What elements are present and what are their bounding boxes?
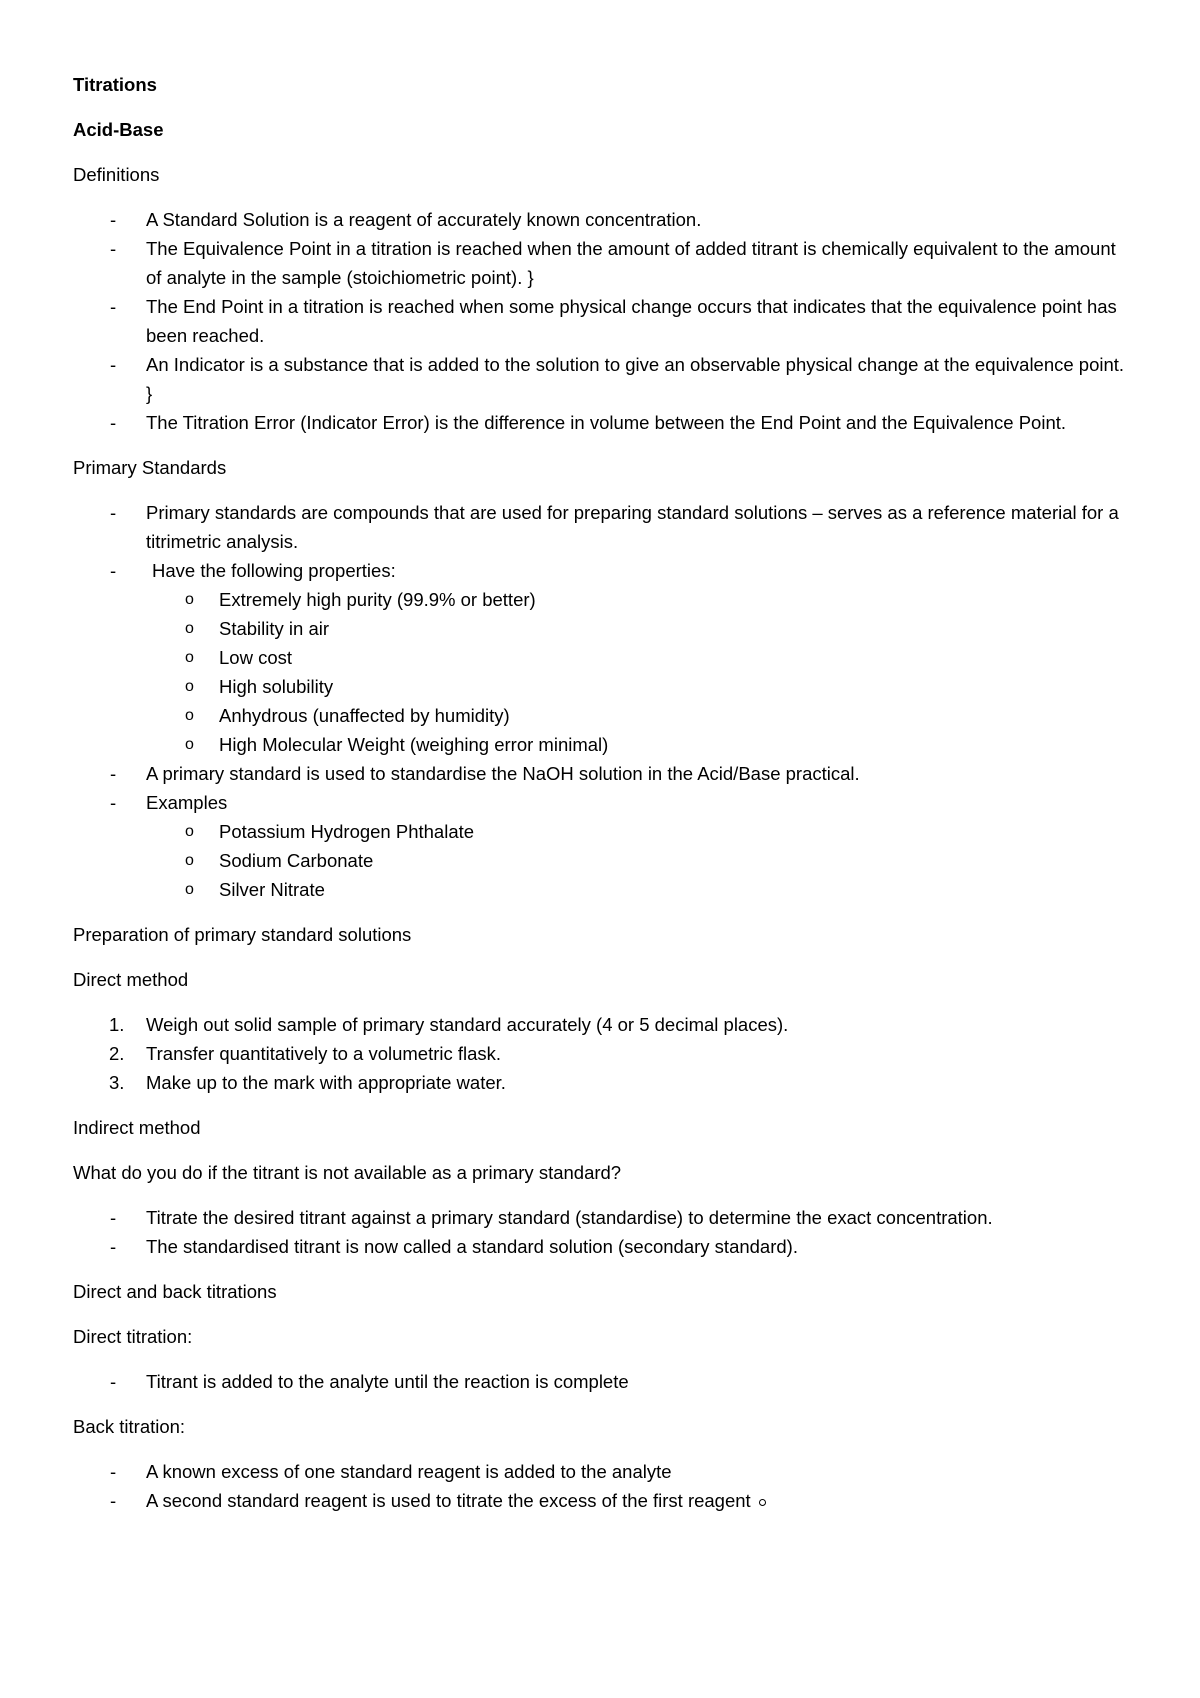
list-item-text: The Equivalence Point in a titration is reached when the amount of added titrant is chemically equivalent to the amount of analyte in the sample (stoichiometric point). }: [146, 238, 1116, 288]
dash-bullet: -: [110, 1490, 117, 1511]
list-item: [73, 1232, 1133, 1261]
dash-bullet: -: [110, 1461, 117, 1482]
list-item-text: An Indicator is a substance that is added to the solution to give an observable physical change at the equivalence point. }: [146, 354, 1125, 404]
dash-bullet: -: [110, 238, 117, 259]
list-item: [73, 292, 1133, 350]
circle-bullet: o: [185, 591, 194, 608]
properties-sublist: [73, 585, 1133, 759]
small-circle-icon: [759, 1499, 766, 1506]
circle-bullet: o: [185, 823, 194, 840]
list-item: [73, 759, 1133, 788]
list-item-text: A known excess of one standard reagent is added to the analyte: [146, 1461, 672, 1482]
sublist-item: [73, 614, 1133, 643]
list-item: [73, 1367, 1133, 1396]
list-item: [73, 234, 1133, 292]
sublist-item-text: Stability in air: [219, 618, 330, 639]
list-item-text: Make up to the mark with appropriate water.: [146, 1072, 506, 1093]
sublist-item-text: High solubility: [219, 676, 334, 697]
dash-bullet: -: [110, 1236, 117, 1257]
sublist-item: [73, 846, 1133, 875]
list-item-text: A Standard Solution is a reagent of accurately known concentration.: [146, 209, 702, 230]
direct-titration-heading: Direct titration:: [73, 1326, 193, 1347]
circle-bullet: o: [185, 707, 194, 724]
step-number: 3.: [109, 1072, 125, 1093]
list-item-text: Primary standards are compounds that are used for preparing standard solutions – serves as a reference material for a titrimetric analysis.: [146, 502, 1119, 552]
dash-bullet: -: [110, 354, 117, 375]
dash-bullet: -: [110, 296, 117, 317]
document-subtitle: Acid-Base: [73, 119, 164, 140]
list-item: [73, 205, 1133, 234]
sublist-item-text: Silver Nitrate: [219, 879, 325, 900]
list-item-text: A second standard reagent is used to titrate the excess of the first reagent: [146, 1490, 751, 1511]
definitions-heading: Definitions: [73, 164, 160, 185]
sublist-item-text: Low cost: [219, 647, 293, 668]
primary-standards-list: [73, 498, 1133, 904]
list-item: [73, 1068, 1133, 1097]
titrations-heading: Direct and back titrations: [73, 1281, 277, 1302]
list-item: [73, 350, 1133, 408]
list-item-text: Transfer quantitatively to a volumetric flask.: [146, 1043, 502, 1064]
list-item: [73, 1039, 1133, 1068]
list-item-text: The Titration Error (Indicator Error) is the difference in volume between the End Point and the Equivalence Point.: [146, 412, 1067, 433]
list-item-text: The End Point in a titration is reached when some physical change occurs that indicates that the equivalence point has been reached.: [146, 296, 1117, 346]
dash-bullet: -: [110, 1371, 117, 1392]
sublist-item-text: Extremely high purity (99.9% or better): [219, 589, 536, 610]
list-item: [73, 788, 1133, 904]
sublist-item: [73, 875, 1133, 904]
sublist-item-text: Potassium Hydrogen Phthalate: [219, 821, 475, 842]
list-item-text: Have the following properties:: [152, 560, 396, 581]
sublist-item: [73, 672, 1133, 701]
primary-standards-heading: Primary Standards: [73, 457, 227, 478]
circle-bullet: o: [185, 678, 194, 695]
direct-method-heading: Direct method: [73, 969, 189, 990]
definitions-list: [73, 205, 1133, 437]
circle-bullet: o: [185, 649, 194, 666]
dash-bullet: -: [110, 502, 117, 523]
dash-bullet: -: [110, 209, 117, 230]
direct-method-steps: [73, 1010, 1133, 1097]
list-item: [73, 1457, 1133, 1486]
list-item: [73, 408, 1133, 437]
list-item: [73, 1486, 1133, 1515]
dash-bullet: -: [110, 792, 117, 813]
sublist-item-text: Anhydrous (unaffected by humidity): [219, 705, 510, 726]
list-item: [73, 1010, 1133, 1039]
back-titration-list: [73, 1457, 1133, 1515]
document-page: [73, 70, 1133, 1531]
step-number: 1.: [109, 1014, 125, 1035]
sublist-item: [73, 585, 1133, 614]
list-item-text: The standardised titrant is now called a standard solution (secondary standard).: [146, 1236, 798, 1257]
preparation-heading: Preparation of primary standard solutions: [73, 924, 412, 945]
list-item: [73, 498, 1133, 556]
back-titration-heading: Back titration:: [73, 1416, 186, 1437]
list-item-text: A primary standard is used to standardise the NaOH solution in the Acid/Base practical.: [146, 763, 860, 784]
list-item-text: Titrate the desired titrant against a primary standard (standardise) to determine the exact concentration.: [146, 1207, 993, 1228]
circle-bullet: o: [185, 881, 194, 898]
dash-bullet: -: [110, 1207, 117, 1228]
sublist-item: [73, 730, 1133, 759]
sublist-item: [73, 817, 1133, 846]
list-item: [73, 556, 1133, 759]
direct-titration-list: [73, 1367, 1133, 1396]
document-title: Titrations: [73, 74, 157, 95]
circle-bullet: o: [185, 620, 194, 637]
list-item-text: Weigh out solid sample of primary standard accurately (4 or 5 decimal places).: [146, 1014, 789, 1035]
dash-bullet: -: [110, 763, 117, 784]
dash-bullet: -: [110, 560, 117, 581]
sublist-item: [73, 643, 1133, 672]
list-item: [73, 1203, 1133, 1232]
list-item-text: Examples: [146, 792, 228, 813]
circle-bullet: o: [185, 852, 194, 869]
list-item-text: Titrant is added to the analyte until the reaction is complete: [146, 1371, 629, 1392]
sublist-item-text: High Molecular Weight (weighing error minimal): [219, 734, 609, 755]
examples-sublist: [73, 817, 1133, 904]
indirect-method-heading: Indirect method: [73, 1117, 201, 1138]
indirect-method-question: What do you do if the titrant is not available as a primary standard?: [73, 1162, 622, 1183]
sublist-item: [73, 701, 1133, 730]
step-number: 2.: [109, 1043, 125, 1064]
indirect-method-list: [73, 1203, 1133, 1261]
sublist-item-text: Sodium Carbonate: [219, 850, 374, 871]
dash-bullet: -: [110, 412, 117, 433]
circle-bullet: o: [185, 736, 194, 753]
